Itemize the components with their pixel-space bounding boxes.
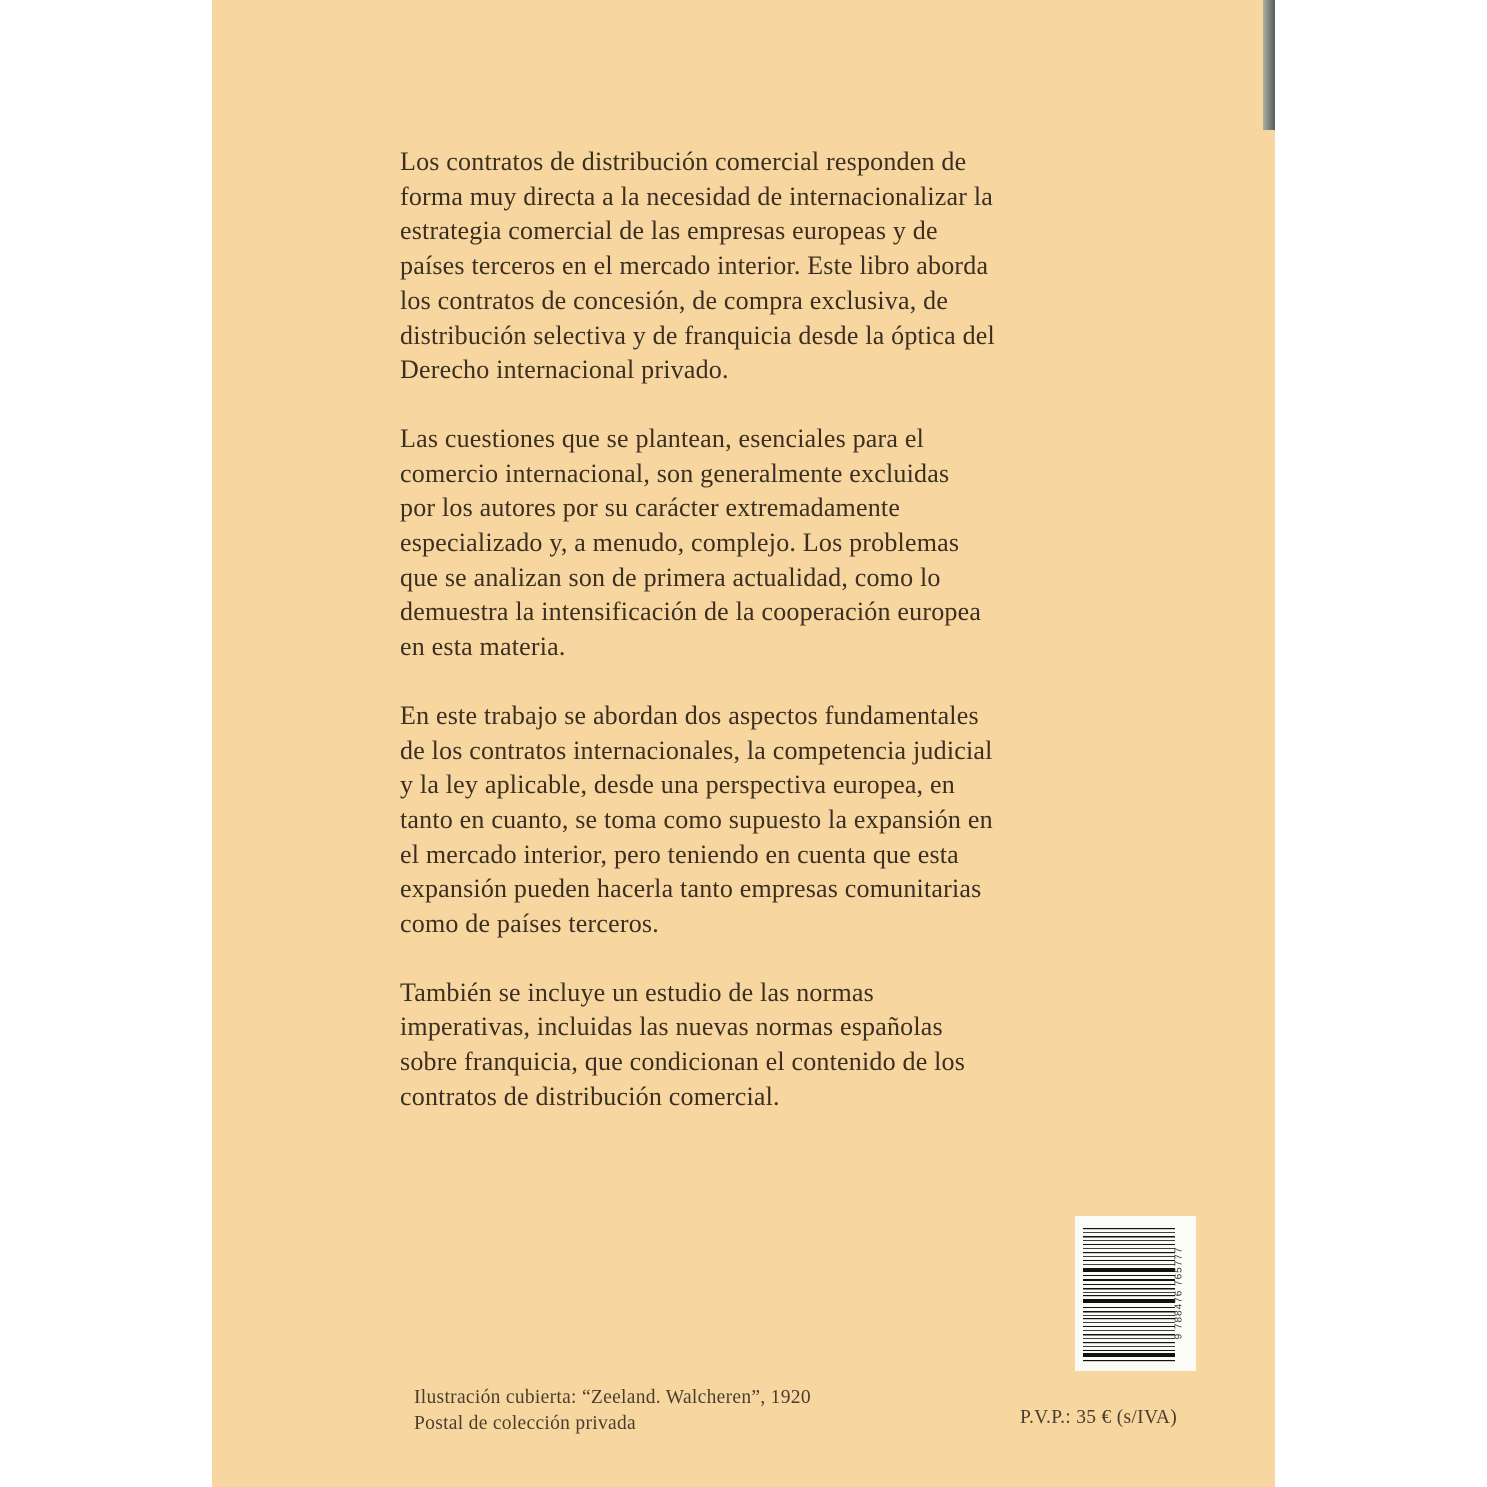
- blurb-line: sobre franquicia, que condicionan el contenido de los: [400, 1047, 966, 1077]
- blurb-line: en esta materia.: [400, 632, 566, 662]
- cover-spine-edge: [1263, 0, 1275, 130]
- blurb-paragraph-1: [400, 145, 1090, 388]
- blurb-line: Las cuestiones que se plantean, esenciales para el: [400, 423, 924, 453]
- blurb-paragraph-3: [400, 699, 1090, 942]
- blurb-line: comercio internacional, son generalmente excluidas: [400, 458, 950, 488]
- cover-illustration-credits: [414, 1385, 811, 1437]
- credit-line-collection: Postal de colección privada: [414, 1413, 636, 1434]
- blurb-line: el mercado interior, pero teniendo en cuenta que esta: [400, 839, 959, 869]
- blurb-line: distribución selectiva y de franquicia desde la óptica del: [400, 320, 995, 350]
- isbn-number: 9 788476 765777: [1173, 1246, 1185, 1340]
- blurb-line: forma muy directa a la necesidad de internacionalizar la: [400, 181, 994, 211]
- blurb-line: Los contratos de distribución comercial responden de: [400, 147, 967, 176]
- blurb-line: que se analizan son de primera actualidad, como lo: [400, 562, 941, 592]
- blurb-line: los contratos de concesión, de compra exclusiva, de: [400, 285, 949, 315]
- blurb-line: expansión pueden hacerla tanto empresas comunitarias: [400, 874, 982, 904]
- blurb-line: países terceros en el mercado interior. Este libro aborda: [400, 251, 989, 281]
- blurb-line: y la ley aplicable, desde una perspectiva europea, en: [400, 770, 955, 800]
- blurb-line: tanto en cuanto, se toma como supuesto la expansión en: [400, 804, 993, 834]
- blurb-line: Derecho internacional privado.: [400, 355, 729, 385]
- blurb-paragraph-4: [400, 976, 1090, 1115]
- blurb-line: contratos de distribución comercial.: [400, 1081, 780, 1111]
- retail-price: P.V.P.: 35 € (s/IVA): [1020, 1407, 1177, 1428]
- blurb-line: estrategia comercial de las empresas europeas y de: [400, 216, 938, 246]
- blurb-line: También se incluye un estudio de las normas: [400, 977, 874, 1007]
- blurb-line: como de países terceros.: [400, 909, 659, 939]
- credit-line-illustration: Ilustración cubierta: “Zeeland. Walcheren”, 1920: [414, 1387, 811, 1408]
- blurb-line: de los contratos internacionales, la competencia judicial: [400, 735, 993, 765]
- barcode-bars: [1083, 1228, 1175, 1364]
- blurb-line: demuestra la intensificación de la cooperación europea: [400, 597, 982, 627]
- cover-blurb: [400, 145, 1090, 1149]
- blurb-line: especializado y, a menudo, complejo. Los problemas: [400, 528, 960, 558]
- blurb-line: por los autores por su carácter extremadamente: [400, 493, 901, 523]
- blurb-line: En este trabajo se abordan dos aspectos fundamentales: [400, 700, 979, 730]
- blurb-line: imperativas, incluidas las nuevas normas españolas: [400, 1012, 943, 1042]
- isbn-barcode: [1075, 1216, 1196, 1371]
- blurb-paragraph-2: [400, 422, 1090, 665]
